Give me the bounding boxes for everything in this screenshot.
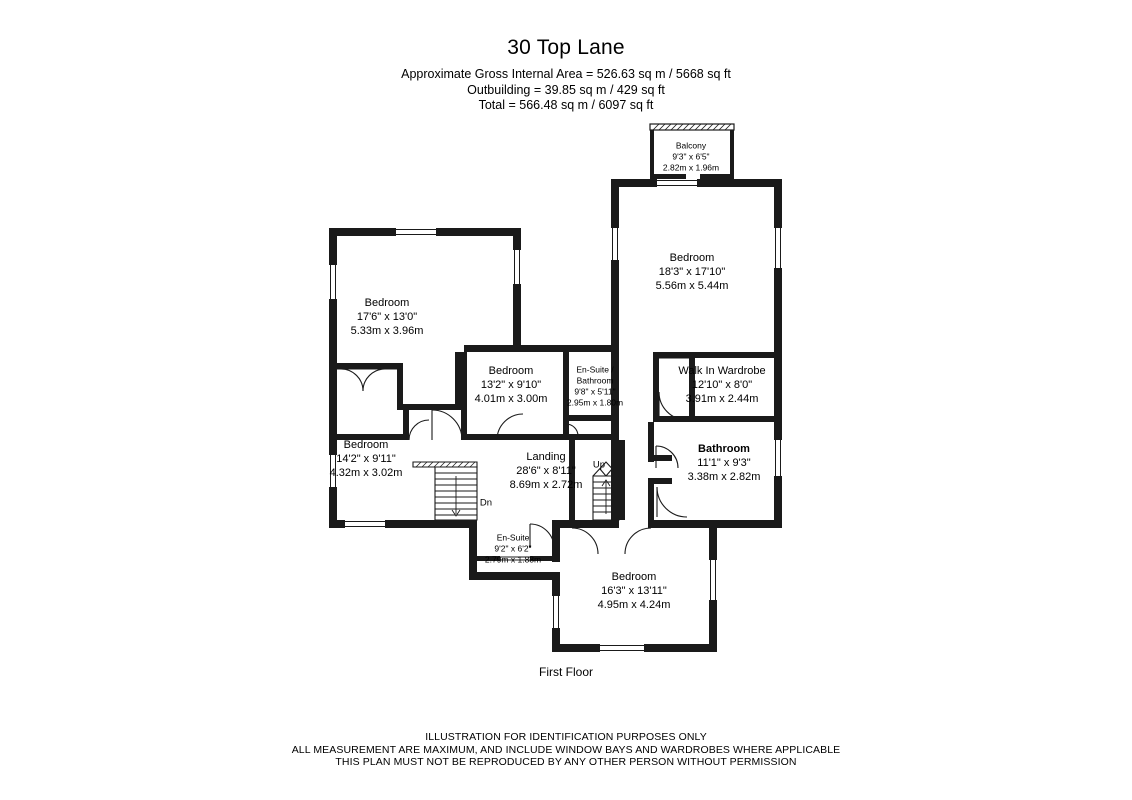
room-dim-imperial: 9'8" x 5'11" (574, 386, 616, 396)
room-label-ensuite-s (485, 533, 541, 566)
gross-internal-area: Approximate Gross Internal Area = 526.63 sq m / 5668 sq ft (401, 67, 731, 81)
room-name: Walk In Wardrobe (678, 364, 766, 377)
room-dim-imperial: 16'3" x 13'11" (601, 584, 667, 597)
floor-label: First Floor (539, 665, 593, 679)
room-label-bedroom-centre (475, 364, 548, 406)
total-area: Total = 566.48 sq m / 6097 sq ft (478, 98, 654, 112)
staircase-down (413, 462, 477, 520)
room-dim-metric: 4.01m x 3.00m (474, 393, 548, 406)
room-dim-imperial: 13'2" x 9'10" (480, 378, 542, 391)
room-dim-metric: 8.69m x 2.72m (509, 479, 583, 492)
room-dim-imperial: 9'2" x 6'2" (494, 543, 532, 554)
room-name: Landing (526, 450, 566, 463)
room-label-bedroom-w (330, 438, 403, 480)
room-label-bedroom-main-ne (656, 251, 729, 293)
room-dim-metric: 4.95m x 4.24m (597, 599, 671, 612)
room-name: Bedroom (611, 570, 657, 583)
room-name: Bedroom (364, 296, 410, 309)
room-dim-imperial: 14'2" x 9'11" (336, 452, 396, 465)
room-dim-imperial: 28'6" x 8'11" (516, 464, 576, 477)
room-dim-imperial: 11'1" x 9'3" (697, 456, 751, 469)
room-label-ensuite-bathroom (567, 364, 623, 408)
disclaimer-line-1: ILLUSTRATION FOR IDENTIFICATION PURPOSES ONLY (425, 731, 707, 743)
room-name: En-Suite (496, 532, 530, 543)
room-label-bathroom (688, 442, 761, 484)
disclaimer (0, 731, 1132, 769)
room-label-bedroom-s (598, 570, 671, 612)
room-dim-metric: 2.79m x 1.88m (484, 554, 542, 565)
room-dim-metric: 2.82m x 1.96m (662, 162, 720, 173)
room-dim-metric: 2.95m x 1.80m (566, 396, 624, 407)
room-name: Bedroom (488, 364, 534, 377)
room-dim-imperial: 9'3" x 6'5" (672, 151, 710, 162)
room-dim-metric: 5.56m x 5.44m (655, 280, 729, 293)
room-dim-imperial: 12'10" x 8'0" (691, 378, 753, 391)
room-dim-metric: 3.91m x 2.44m (685, 393, 759, 406)
room-name-line2: Bathroom (576, 375, 614, 386)
room-name: Bedroom (669, 251, 715, 264)
room-dim-imperial: 18'3" x 17'10" (658, 265, 726, 278)
room-dim-metric: 4.32m x 3.02m (329, 467, 403, 480)
room-dim-metric: 5.33m x 3.96m (350, 325, 424, 338)
room-label-balcony (663, 141, 719, 174)
room-name: Balcony (675, 140, 707, 151)
room-name-line1: En-Suite / (576, 364, 614, 375)
disclaimer-line-3: THIS PLAN MUST NOT BE REPRODUCED BY ANY OTHER PERSON WITHOUT PERMISSION (335, 756, 797, 769)
room-dim-imperial: 17'6" x 13'0" (356, 310, 418, 323)
stair-up-label: Up (592, 459, 606, 471)
room-name: Bedroom (343, 438, 389, 451)
room-label-bedroom-nw (351, 296, 424, 338)
outbuilding-area: Outbuilding = 39.85 sq m / 429 sq ft (467, 82, 665, 97)
room-label-landing (510, 450, 583, 492)
room-label-walk-in-wardrobe (678, 364, 765, 406)
room-name: Bathroom (698, 442, 750, 455)
page-title: 30 Top Lane (507, 36, 625, 59)
stair-down-label: Dn (479, 497, 493, 509)
disclaimer-line-2: ALL MEASUREMENT ARE MAXIMUM, AND INCLUDE WINDOW BAYS AND WARDROBES WHERE APPLICABLE (291, 743, 841, 756)
room-dim-metric: 3.38m x 2.82m (687, 471, 761, 484)
